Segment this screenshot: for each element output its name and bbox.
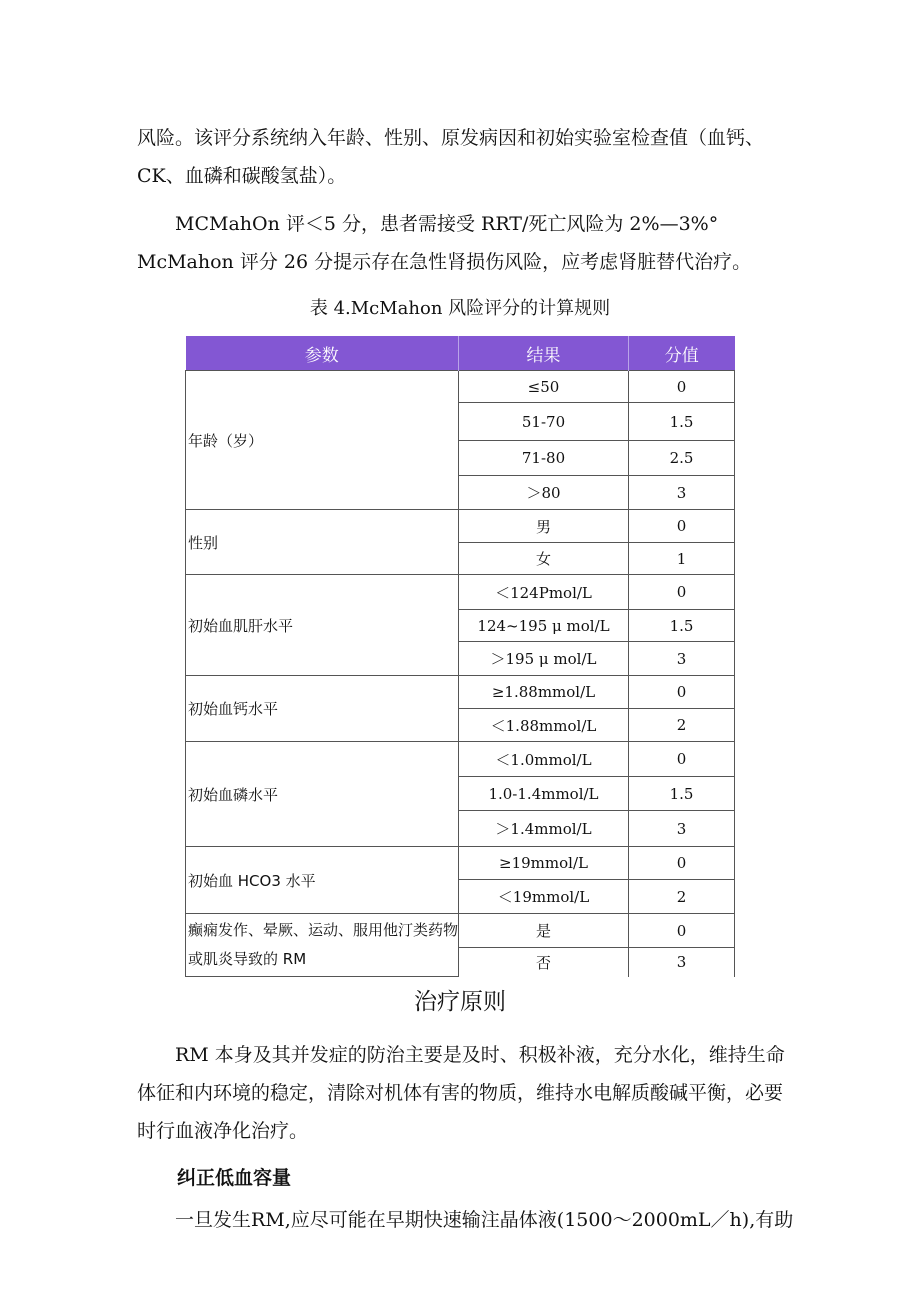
param-cell: 年龄（岁） (186, 371, 459, 510)
result-cell: 是 (459, 914, 629, 948)
score-cell: 3 (629, 476, 735, 510)
result-cell: ＜124Pmol/L (459, 575, 629, 610)
param-cell: 初始血肌肝水平 (186, 575, 459, 676)
result-cell: 男 (459, 510, 629, 543)
result-cell: ＜1.88mmol/L (459, 709, 629, 742)
result-cell: 否 (459, 948, 629, 977)
score-cell: 2 (629, 709, 735, 742)
score-cell: 3 (629, 811, 735, 847)
result-cell: ＞80 (459, 476, 629, 510)
score-cell: 1 (629, 543, 735, 575)
param-cell: 癫痫发作、晕厥、运动、服用他汀类药物或肌炎导致的 RM (186, 914, 459, 977)
param-cell: 初始血磷水平 (186, 742, 459, 847)
score-cell: 1.5 (629, 610, 735, 642)
table-row (186, 371, 735, 403)
score-cell: 3 (629, 948, 735, 977)
score-cell: 0 (629, 575, 735, 610)
intro-paragraph: 风险。该评分系统纳入年龄、性别、原发病因和初始实验室检查值（血钙、CK、血磷和碳酸氢盐）。 (137, 127, 765, 187)
table-row (186, 510, 735, 543)
score-cell: 0 (629, 371, 735, 403)
param-cell: 性别 (186, 510, 459, 575)
score-cell: 2 (629, 880, 735, 914)
header-param: 参数 (186, 336, 459, 371)
table-row (186, 676, 735, 709)
score-cell: 1.5 (629, 403, 735, 441)
score-cell: 0 (629, 510, 735, 543)
result-cell: ＞1.4mmol/L (459, 811, 629, 847)
header-score: 分值 (629, 336, 735, 371)
result-cell: ＜1.0mmol/L (459, 742, 629, 777)
score-cell: 0 (629, 676, 735, 709)
result-cell: ＜19mmol/L (459, 880, 629, 914)
score-cell: 3 (629, 642, 735, 676)
result-cell: 71-80 (459, 441, 629, 476)
table-row (186, 847, 735, 880)
score-cell: 2.5 (629, 441, 735, 476)
section-heading: 治疗原则 (414, 989, 506, 1015)
table-row (186, 575, 735, 610)
result-cell: ＞195 μ mol/L (459, 642, 629, 676)
result-cell: 124~195 μ mol/L (459, 610, 629, 642)
table-row (186, 742, 735, 777)
result-cell: ≥1.88mmol/L (459, 676, 629, 709)
treatment-paragraph: RM 本身及其并发症的防治主要是及时、积极补液，充分水化，维持生命体征和内环境的稳定，清除对机体有害的物质，维持水电解质酸碱平衡，必要时行血液净化治疗。 (137, 1044, 785, 1142)
result-cell: 51-70 (459, 403, 629, 441)
score-cell: 0 (629, 742, 735, 777)
table-caption: 表 4.McMahon 风险评分的计算规则 (309, 298, 611, 319)
subsection-heading: 纠正低血容量 (177, 1167, 292, 1189)
result-cell: ≥19mmol/L (459, 847, 629, 880)
result-cell: 1.0-1.4mmol/L (459, 777, 629, 811)
result-cell: ≤50 (459, 371, 629, 403)
score-cell: 1.5 (629, 777, 735, 811)
header-result: 结果 (459, 336, 629, 371)
param-cell: 初始血 HCO3 水平 (186, 847, 459, 914)
mcmahon-score-table (185, 336, 735, 977)
score-cell: 0 (629, 914, 735, 948)
table-row (186, 914, 735, 948)
table-header-row (186, 336, 735, 371)
fluid-paragraph: 一旦发生RM,应尽可能在早期快速输注晶体液(1500～2000mL／h),有助 (175, 1209, 794, 1231)
mcmahon-summary-paragraph: MCMahOn 评＜5 分，患者需接受 RRT/死亡风险为 2%—3%° McMahon 评分 26 分提示存在急性肾损伤风险，应考虑肾脏替代治疗。 (137, 213, 752, 273)
param-cell: 初始血钙水平 (186, 676, 459, 742)
score-cell: 0 (629, 847, 735, 880)
result-cell: 女 (459, 543, 629, 575)
